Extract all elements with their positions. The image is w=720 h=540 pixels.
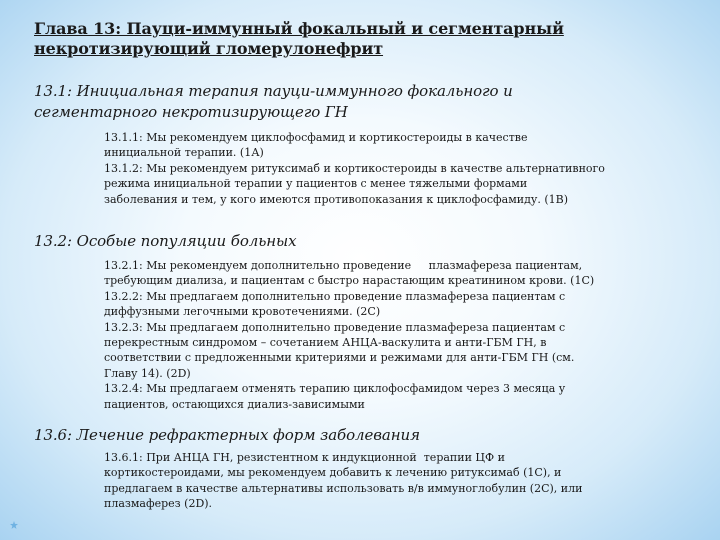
text-line: соответствии с предложенными критериями и режимами для анти-ГБМ ГН (см. <box>104 351 575 365</box>
heading-line: 13.6: Лечение рефрактерных форм заболевания <box>34 426 420 444</box>
text-line: перекрестным синдромом – сочетанием АНЦА-васкулита и анти-ГБМ ГН, в <box>104 336 547 350</box>
text-line: 13.2.3: Мы предлагаем дополнительно проведение плазмафереза пациентам с <box>104 320 566 334</box>
text-line: требующим диализа, и пациентам с быстро нарастающим креатинином крови. (1С) <box>104 274 595 288</box>
text-line: заболевания и тем, у кого имеются противопоказания к циклофосфамиду. (1В) <box>104 192 569 206</box>
text-line: режима инициальной терапии у пациентов с менее тяжелыми формами <box>104 177 528 191</box>
text-line: 13.2.1: Мы рекомендуем дополнительно проведение плазмафереза пациентам, <box>104 259 583 272</box>
text-line: пациентов, остающихся диализ-зависимыми <box>104 397 365 411</box>
slide-title <box>34 19 634 59</box>
heading-line: 13.2: Особые популяции больных <box>34 232 297 250</box>
text-line: 13.1.1: Мы рекомендуем циклофосфамид и кортикостероиды в качестве <box>104 131 528 144</box>
section-13-1-text <box>104 130 644 207</box>
text-line: 13.6.1: При АНЦА ГН, резистентном к индукционной терапии ЦФ и <box>104 451 505 464</box>
text-line: 13.1.2: Мы рекомендуем ритуксимаб и кортикостероиды в качестве альтернативного <box>104 161 605 175</box>
title-line: Глава 13: Пауци-иммунный фокальный и сегментарный <box>34 19 564 38</box>
text-line: Главу 14). (2D) <box>104 366 191 380</box>
section-13-6-text <box>104 450 644 512</box>
section-13-2-text <box>104 258 644 412</box>
text-line: инициальной терапии. (1А) <box>104 146 264 160</box>
section-13-1-heading <box>34 81 674 123</box>
text-line: диффузными легочными кровотечениями. (2С) <box>104 305 381 319</box>
text-line: 13.2.2: Мы предлагаем дополнительно проведение плазмафереза пациентам с <box>104 289 566 303</box>
text-line: плазмаферез (2D). <box>104 497 213 511</box>
heading-line: сегментарного некротизирующего ГН <box>34 103 348 121</box>
title-line: некротизирующий гломерулонефрит <box>34 39 384 58</box>
text-line: кортикостероидами, мы рекомендуем добавить к лечению ритуксимаб (1С), и <box>104 466 562 480</box>
text-line: предлагаем в качестве альтернативы использовать в/в иммуноглобулин (2С), или <box>104 481 583 495</box>
text-line: 13.2.4: Мы предлагаем отменять терапию циклофосфамидом через 3 месяца у <box>104 382 566 396</box>
section-13-2-heading <box>34 231 674 252</box>
heading-line: 13.1: Инициальная терапия пауци-иммунного фокального и <box>34 82 513 100</box>
star-bullet-icon <box>10 521 18 529</box>
section-13-6-heading <box>34 425 674 446</box>
